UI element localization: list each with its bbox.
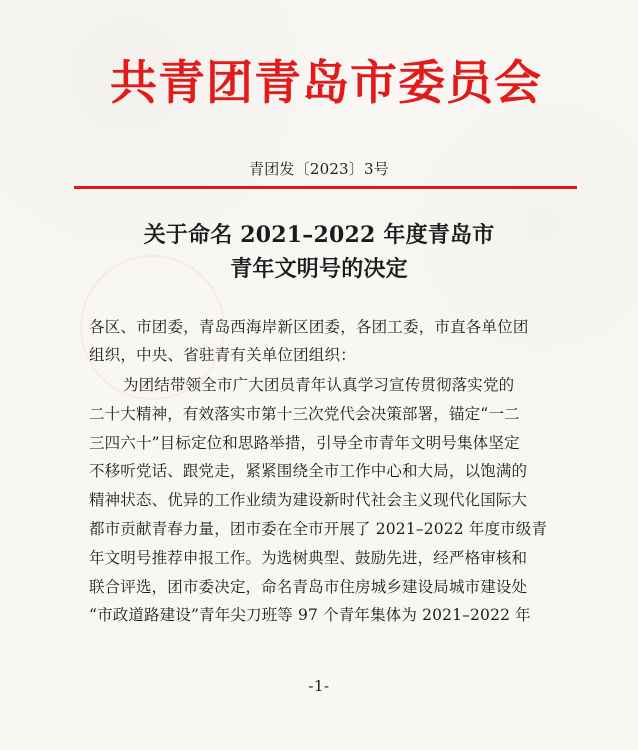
body-line: 二十大精神，有效落实市第十三次党代会决策部署，锚定“一二 [89, 404, 520, 423]
title-line: 关于命名 2021–2022 年度青岛市 [143, 222, 495, 248]
body-line: 都市贡献青春力量，团市委在全市开展了 2021–2022 年度市级青 [89, 519, 548, 538]
body-line: 为团结带领全市广大团员青年认真学习宣传贯彻落实党的 [123, 376, 515, 394]
body-line: 联合评选，团市委决定，命名青岛市住房城乡建设局城市建设处 [89, 577, 528, 596]
issuer-header: 共青团青岛市委员会 [110, 56, 542, 111]
bleed-through-text [520, 4, 546, 23]
recipient-paragraph [89, 313, 569, 369]
recipient-line: 各区、市团委，青岛西海岸新区团委，各团工委，市直各单位团 [89, 318, 529, 336]
document-title [0, 218, 638, 286]
page-number: -1- [308, 677, 330, 695]
body-line: 年文明号推荐申报工作。为选树典型、鼓励先进，经严格审核和 [89, 548, 528, 567]
document-number: 青团发〔2023〕3号 [249, 160, 389, 178]
body-line: 不移听党话、跟党走，紧紧围绕全市工作中心和大局，以饱满的 [89, 462, 528, 481]
body-paragraph [89, 371, 579, 630]
body-line: 精神状态、优异的工作业绩为建设新时代社会主义现代化国际大 [89, 491, 528, 510]
body-line: “市政道路建设”青年尖刀班等 97 个青年集体为 2021–2022 年 [89, 606, 531, 625]
body-line: 三四六十”目标定位和思路举措，引导全市青年文明号集体坚定 [89, 433, 520, 452]
recipient-line: 组织，中央、省驻青有关单位团组织： [89, 346, 356, 364]
bleed-through-text [80, 8, 210, 27]
title-line: 青年文明号的决定 [230, 256, 408, 282]
red-divider-line [74, 186, 577, 189]
